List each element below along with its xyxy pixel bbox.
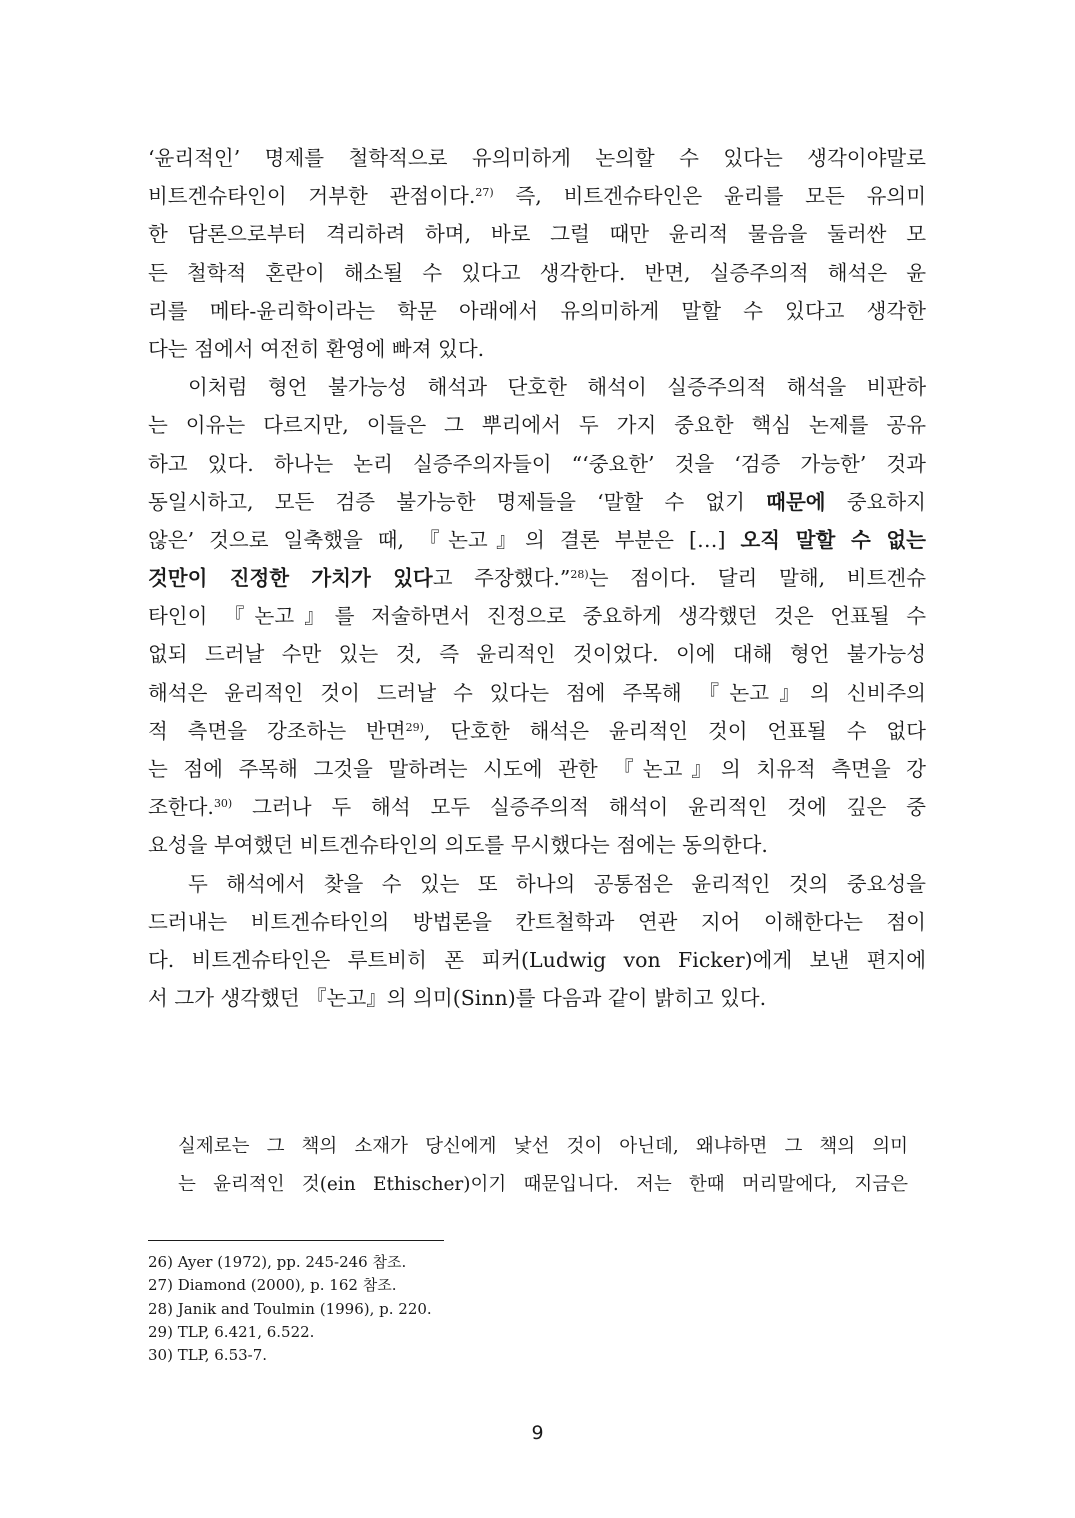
paragraph-3-line-3: 다. 비트겐슈타인은 루트비히 폰 피커(Ludwig von Ficker)에게 보낸 편지에 — [148, 947, 926, 972]
paragraph-3-line-4: 서 그가 생각했던 『논고』의 의미(Sinn)를 다음과 같이 밝히고 있다. — [148, 986, 767, 1011]
footnote-29: 29) TLP, 6.421, 6.522. — [148, 1322, 315, 1341]
text-segment: 비트겐슈타인이 거부한 관점이다. — [148, 184, 476, 209]
text-segment: 고 주장했다.” — [432, 566, 571, 591]
paragraph-3-line-2: 드러내는 비트겐슈타인의 방법론을 칸트철학과 연관 지어 이해한다는 점이 — [148, 909, 926, 934]
footnote-30: 30) TLP, 6.53-7. — [148, 1346, 268, 1365]
footnote-ref-28[interactable]: 28) — [570, 568, 589, 582]
paragraph-2-line-5 — [148, 521, 926, 559]
footnote-divider — [148, 1240, 444, 1241]
paragraph-1-line-6: 다는 점에서 여전히 환영에 빠져 있다. — [148, 336, 485, 361]
paragraph-1-line-3: 한 담론으로부터 격리하려 하며, 바로 그럴 때만 윤리적 물음을 둘러싼 모 — [148, 222, 926, 247]
bold-emphasis: 때문에 — [766, 489, 826, 514]
paragraph-2-line-7: 타인이 『논고』를 저술하면서 진정으로 중요하게 생각했던 것은 언표될 수 — [148, 604, 926, 629]
paragraph-2-line-2: 는 이유는 다르지만, 이들은 그 뿌리에서 두 가지 중요한 핵심 논제를 공유 — [148, 413, 926, 438]
paragraph-1-line-4: 든 철학적 혼란이 해소될 수 있다고 생각한다. 반면, 실증주의적 해석은 윤 — [148, 260, 926, 285]
footnote-ref-30[interactable]: 30) — [213, 797, 233, 811]
text-segment: 조한다. — [148, 795, 214, 820]
text-segment: 동일시하고, 모든 검증 불가능한 명제들을 ‘말할 수 없기 — [148, 489, 767, 514]
text-segment: 는 점이다. 달리 말해, 비트겐슈 — [588, 566, 927, 591]
paragraph-1-line-1: ‘윤리적인’ 명제를 철학적으로 유의미하게 논의할 수 있다는 생각이야말로 — [148, 146, 926, 170]
text-segment: , 단호한 해석은 윤리적인 것이 언표될 수 없다 — [423, 718, 926, 743]
footnotes — [148, 1251, 748, 1367]
paragraph-1-line-2 — [148, 177, 926, 215]
footnote-26: 26) Ayer (1972), pp. 245-246 참조. — [148, 1253, 407, 1271]
text-segment: 않은’ 것으로 일축했을 때, 『논고』의 결론 부분은 […] — [148, 527, 741, 552]
footnote-28: 28) Janik and Toulmin (1996), p. 220. — [148, 1299, 432, 1318]
paragraph-2-line-10 — [148, 712, 926, 750]
footnote-ref-27[interactable]: 27) — [475, 186, 494, 200]
text-segment: 중요하지 — [825, 489, 926, 514]
block-quote — [178, 1128, 908, 1204]
paragraph-2-line-9: 해석은 윤리적인 것이 드러날 수 있다는 점에 주목해 『논고』의 신비주의 — [148, 680, 926, 705]
paragraph-2-line-11: 는 점에 주목해 그것을 말하려는 시도에 관한 『논고』의 치유적 측면을 강 — [148, 757, 926, 781]
paragraph-2-line-1: 이처럼 형언 불가능성 해석과 단호한 해석이 실증주의적 해석을 비판하 — [188, 375, 926, 400]
bold-emphasis: 오직 말할 수 없는 — [740, 527, 926, 552]
text-segment: 그러나 두 해석 모두 실증주의적 해석이 윤리적인 것에 깊은 중 — [232, 795, 926, 820]
paragraph-2-line-8: 없되 드러날 수만 있는 것, 즉 윤리적인 것이었다. 이에 대해 형언 불가능성 — [148, 642, 926, 667]
body-text — [148, 139, 926, 1017]
paragraph-2-line-3: 하고 있다. 하나는 논리 실증주의자들이 “‘중요한’ 것을 ‘검증 가능한’ 것과 — [148, 451, 926, 476]
paragraph-2-line-6 — [148, 559, 926, 597]
paragraph-2-line-4 — [148, 483, 926, 521]
paragraph-3-line-1: 두 해석에서 찾을 수 있는 또 하나의 공통점은 윤리적인 것의 중요성을 — [188, 871, 926, 896]
footnote-ref-29[interactable]: 29) — [405, 720, 424, 734]
text-segment: 즉, 비트겐슈타인은 윤리를 모든 유의미 — [493, 184, 926, 209]
paragraph-1-line-5: 리를 메타-윤리학이라는 학문 아래에서 유의미하게 말할 수 있다고 생각한 — [148, 298, 926, 323]
paragraph-2-line-13: 요성을 부여했던 비트겐슈타인의 의도를 무시했다는 점에는 동의한다. — [148, 833, 768, 858]
quote-line-1: 실제로는 그 책의 소재가 당신에게 낯선 것이 아닌데, 왜냐하면 그 책의 의미 — [178, 1136, 908, 1157]
page-number: 9 — [531, 1422, 544, 1444]
text-segment: 적 측면을 강조하는 반면 — [148, 718, 406, 743]
paragraph-2-line-12 — [148, 788, 926, 826]
bold-emphasis: 것만이 진정한 가치가 있다 — [148, 566, 433, 591]
footnote-27: 27) Diamond (2000), p. 162 참조. — [148, 1276, 397, 1295]
quote-line-2: 는 윤리적인 것(ein Ethischer)이기 때문입니다. 저는 한때 머리말에다, 지금은 — [178, 1174, 908, 1195]
